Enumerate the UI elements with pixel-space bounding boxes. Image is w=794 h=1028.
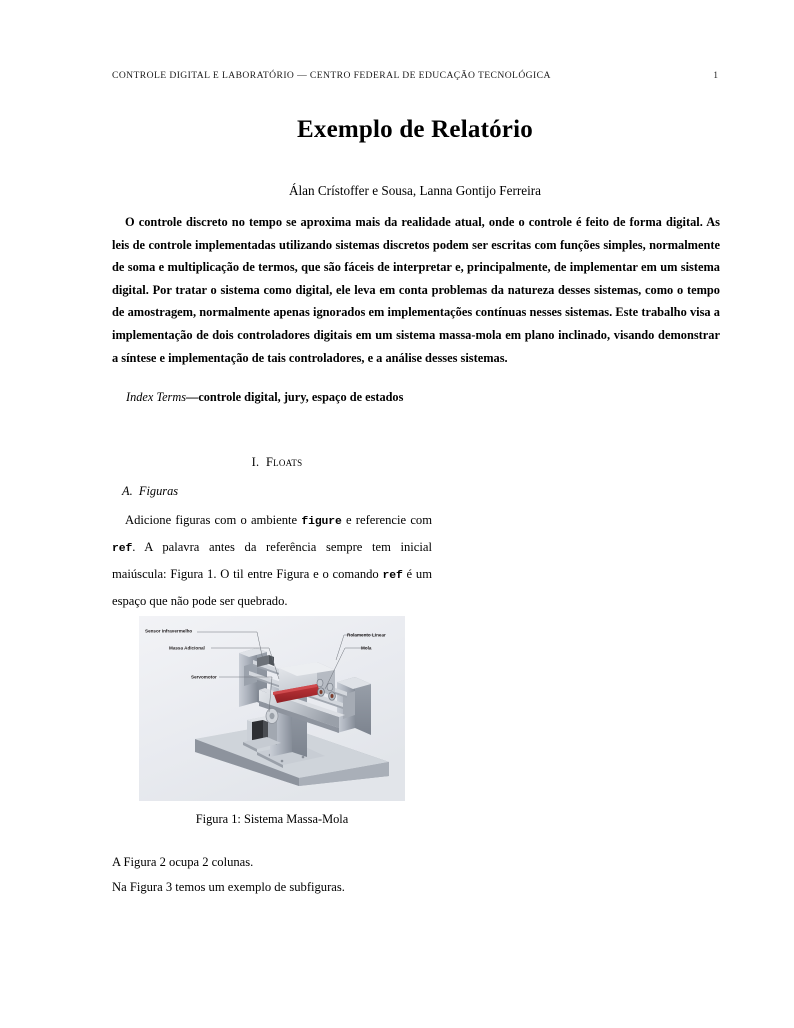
par-text-4: é um espaço que não pode ser quebrado.: [112, 567, 433, 608]
label-mola: Mola: [361, 645, 372, 651]
index-terms: [112, 390, 720, 406]
label-rolamento-linear: Rolamento Linear: [347, 632, 386, 638]
paragraph-figuras: [112, 508, 432, 614]
paragraph-figura-2: A Figura 2 ocupa 2 colunas.: [112, 855, 254, 869]
running-header: [112, 70, 718, 86]
label-massa-adicional: Massa Adicional: [169, 645, 205, 651]
subsection-title: Figuras: [138, 484, 179, 498]
inline-code-ref-2: ref: [382, 570, 403, 582]
running-header-title: CONTROLE DIGITAL E LABORATÓRIO — CENTRO FEDERAL DE EDUCAÇÃO TECNOLÓGICA: [112, 70, 551, 81]
figure-1: [112, 616, 432, 801]
index-terms-body: —controle digital, jury, espaço de estados: [186, 390, 404, 404]
index-terms-label: Index Terms: [126, 390, 187, 404]
author-list: Álan Crístoffer e Sousa, Lanna Gontijo Ferreira: [288, 183, 542, 198]
label-servomotor: Servomotor: [191, 674, 217, 680]
section-title: Floats: [266, 455, 303, 469]
par-text-2: e referencie com: [341, 513, 433, 527]
section-heading: [112, 455, 442, 470]
abstract-paragraph: O controle discreto no tempo se aproxima mais da realidade atual, onde o controle é feito de forma digital. As leis de controle implementadas utilizando sistemas discretos podem ser escritas com funções simples, normalmente de soma e multiplicação de termos, que são fáceis de interpretar e, principalmente, de implementar em um sistema digital. Por tratar o sistema como digital, ele leva em conta problemas da natureza desses sistemas, como o tempo de amostragem, normalmente apenas ignorados em implementações contínuas nesses sistemas. Este trabalho visa a implementação de dois controladores digitais em um sistema massa-mola em plano inclinado, visando demonstrar a síntese e implementação de tais controladores, e a análise desses sistemas.: [112, 215, 720, 365]
page-number: 1: [713, 70, 718, 80]
page-title: Exemplo de Relatório: [297, 116, 533, 143]
section-number: I.: [251, 455, 260, 469]
subsection-heading: [122, 484, 452, 499]
subsection-letter: A.: [122, 484, 133, 498]
figure-image-massa-mola: [139, 616, 405, 801]
par-text-3: . A palavra antes da referência sempre tem inicial maiúscula: Figura 1. O til entre Figura e o comando: [112, 540, 432, 581]
inline-code-ref-1: ref: [112, 543, 133, 555]
par-text-1: Adicione figuras com o ambiente: [125, 513, 302, 527]
label-sensor-infravermelho: Sensor Infravermelho: [145, 628, 193, 634]
paragraph-figura-3: Na Figura 3 temos um exemplo de subfiguras.: [112, 880, 345, 894]
figure-caption: Figura 1: Sistema Massa-Mola: [195, 812, 349, 826]
cad-render-svg: [139, 616, 405, 801]
inline-code-figure: figure: [301, 516, 342, 528]
